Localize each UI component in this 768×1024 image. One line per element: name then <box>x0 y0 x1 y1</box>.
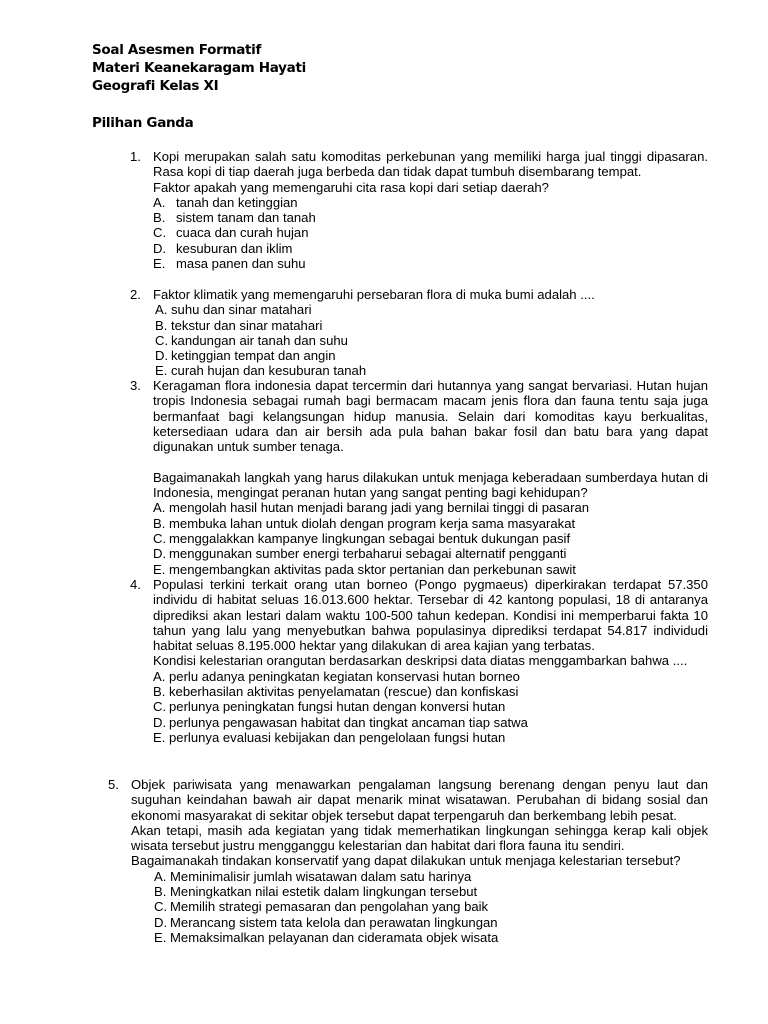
option-text: ketinggian tempat dan angin <box>171 348 336 364</box>
option-e <box>153 730 708 745</box>
option-text: Merancang sistem tata kelola dan perawatan lingkungan <box>170 914 498 930</box>
header-title: Soal Asesmen Formatif <box>92 42 262 58</box>
option-text: Memilih strategi pemasaran dan pengolahan yang baik <box>170 899 489 915</box>
option-text: mengolah hasil hutan menjadi barang jadi yang bernilai tinggi di pasaran <box>169 500 590 516</box>
option-letter: B. <box>153 684 166 700</box>
question-body <box>131 777 708 945</box>
question-text: Kopi merupakan salah satu komoditas perkebunan yang memiliki harga jual tinggi dipasaran. Rasa kopi di tiap daerah juga berbeda dan tidak dapat tumbuh disembarang tempat. <box>153 149 708 180</box>
option-letter: A. <box>154 868 167 884</box>
option-d <box>153 546 708 561</box>
option-e <box>155 363 708 378</box>
question-prompt: Bagaimanakah tindakan konservatif yang dapat dilakukan untuk menjaga kelestarian tersebut? <box>131 853 681 869</box>
option-letter: D. <box>154 914 168 930</box>
header-subject: Materi Keanekaragam Hayati <box>92 60 306 76</box>
question-text: Faktor klimatik yang memengaruhi persebaran flora di muka bumi adalah .... <box>153 287 595 302</box>
option-letter: B. <box>153 210 166 226</box>
option-a <box>154 869 708 884</box>
option-letter: A. <box>153 194 166 210</box>
option-text: Meminimalisir jumlah wisatawan dalam satu harinya <box>170 868 472 884</box>
option-letter: B. <box>155 317 168 333</box>
option-b <box>153 210 708 225</box>
option-text: perlu adanya peningkatan kegiatan konservasi hutan borneo <box>169 668 520 684</box>
option-d <box>153 241 708 256</box>
option-text: perlunya evaluasi kebijakan dan pengelolaan fungsi hutan <box>169 729 506 745</box>
option-letter: D. <box>155 348 169 364</box>
option-a <box>155 302 708 317</box>
option-c <box>153 699 708 714</box>
option-b <box>155 318 708 333</box>
option-e <box>153 562 708 577</box>
option-c <box>153 225 708 240</box>
question-body <box>153 577 708 745</box>
option-letter: B. <box>154 884 167 900</box>
option-letter: E. <box>153 561 166 577</box>
option-list <box>153 195 708 271</box>
option-letter: A. <box>153 668 166 684</box>
option-e <box>154 930 708 945</box>
question-prompt: Faktor apakah yang memengaruhi cita rasa kopi dari setiap daerah? <box>153 179 549 195</box>
option-letter: D. <box>153 240 167 256</box>
option-letter: A. <box>153 500 166 516</box>
option-text: cuaca dan curah hujan <box>176 225 309 241</box>
option-c <box>155 333 708 348</box>
header-class: Geografi Kelas XI <box>92 78 219 94</box>
option-b <box>153 516 708 531</box>
option-text: perlunya pengawasan habitat dan tingkat ancaman tiap satwa <box>169 714 528 730</box>
option-letter: A. <box>155 302 168 318</box>
option-letter: E. <box>155 363 168 379</box>
option-d <box>155 348 708 363</box>
question-body <box>153 287 708 379</box>
option-letter: C. <box>155 332 169 348</box>
option-letter: C. <box>154 899 168 915</box>
option-letter: E. <box>153 729 166 745</box>
option-letter: C. <box>153 225 167 241</box>
question-prompt: Bagaimanakah langkah yang harus dilakukan untuk menjaga keberadaan sumberdaya hutan di Indonesia, mengingat peranan hutan yang sangat penting bagi kehidupan? <box>153 469 708 501</box>
question-number: 2. <box>130 287 141 302</box>
question-number: 5. <box>108 777 119 792</box>
option-text: perlunya peningkatan fungsi hutan dengan konversi hutan <box>169 699 506 715</box>
option-text: suhu dan sinar matahari <box>171 302 312 318</box>
option-letter: B. <box>153 515 166 531</box>
question-text: Keragaman flora indonesia dapat tercermin dari hutannya yang sangat bervariasi. Hutan hujan tropis Indonesia sebagai rumah bagi bermacam macam jenis flora dan fauna tentu saja juga bermanfaat bagi kelangsungan hidup manusia. Selain dari komoditas kayu berkualitas, ketersediaan udara dan air bersih ada pula bahan bakar fosil dan batu bara yang dapat digunakan untuk sumber tenaga. <box>153 378 708 455</box>
option-a <box>153 669 708 684</box>
option-letter: E. <box>153 256 166 272</box>
option-text: keberhasilan aktivitas penyelamatan (rescue) dan konfiskasi <box>169 684 519 700</box>
option-text: tekstur dan sinar matahari <box>171 317 323 333</box>
option-letter: D. <box>153 714 167 730</box>
option-text: Meningkatkan nilai estetik dalam lingkungan tersebut <box>170 884 478 900</box>
option-text: menggalakkan kampanye lingkungan sebagai bentuk dukungan pasif <box>169 530 571 546</box>
option-list <box>153 500 708 576</box>
option-e <box>153 256 708 271</box>
question-text-continued: Akan tetapi, masih ada kegiatan yang tidak memerhatikan lingkungan sehingga kerap kali objek wisata tersebut justru mengganggu kelestarian dan habitat dari flora fauna itu sendiri. <box>131 822 708 854</box>
option-c <box>153 531 708 546</box>
option-list <box>154 869 708 945</box>
option-b <box>153 684 708 699</box>
option-b <box>154 884 708 899</box>
question-number: 4. <box>130 577 141 592</box>
option-text: kesuburan dan iklim <box>176 240 293 256</box>
question-body <box>153 378 708 577</box>
option-text: sistem tanam dan tanah <box>176 210 316 226</box>
paragraph-spacer <box>153 454 708 469</box>
option-d <box>153 715 708 730</box>
option-text: tanah dan ketinggian <box>176 194 298 210</box>
option-text: kandungan air tanah dan suhu <box>171 332 348 348</box>
option-text: curah hujan dan kesuburan tanah <box>171 363 367 379</box>
option-letter: C. <box>153 699 167 715</box>
document-header <box>92 41 306 95</box>
option-text: masa panen dan suhu <box>176 256 306 272</box>
question-body <box>153 149 708 271</box>
section-title: Pilihan Ganda <box>92 115 194 131</box>
option-letter: D. <box>153 546 167 562</box>
option-letter: C. <box>153 530 167 546</box>
question-number: 1. <box>130 149 141 164</box>
option-d <box>154 915 708 930</box>
question-text: Populasi terkini terkait orang utan borneo (Pongo pygmaeus) diperkirakan terdapat 57.350 individu di habitat seluas 16.013.600 hektar. Tersebar di 42 kantong populasi, 18 di antaranya diprediksi akan lestari dalam waktu 100-500 tahun kedepan. Kondisi ini memperbarui fakta 10 tahun yang lalu yang menyebutkan bahwa populasinya diprediksi terdapat 54.817 individudi habitat seluas 8.195.000 hektar yang dilakukan di area kajian yang terbatas. <box>153 577 708 654</box>
option-text: membuka lahan untuk diolah dengan program kerja sama masyarakat <box>169 515 576 531</box>
option-list <box>153 669 708 745</box>
question-text: Objek pariwisata yang menawarkan pengalaman langsung berenang dengan penyu laut dan suguhan keindahan bawah air dapat menarik minat wisatawan. Perubahan di bidang sosial dan ekonomi masyarakat di sekitar objek tersebut dapat terpengaruh dan berkembang lebih pesat. <box>131 777 708 823</box>
option-text: menggunakan sumber energi terbaharui sebagai alternatif pengganti <box>169 546 567 562</box>
question-number: 3. <box>130 378 141 393</box>
option-text: mengembangkan aktivitas pada sktor pertanian dan perkebunan sawit <box>169 561 576 577</box>
question-prompt: Kondisi kelestarian orangutan berdasarkan deskripsi data diatas menggambarkan bahwa .... <box>153 653 688 669</box>
option-list <box>155 302 708 378</box>
option-c <box>154 899 708 914</box>
option-letter: E. <box>154 929 167 945</box>
option-a <box>153 500 708 515</box>
option-text: Memaksimalkan pelayanan dan cideramata objek wisata <box>170 929 499 945</box>
option-a <box>153 195 708 210</box>
